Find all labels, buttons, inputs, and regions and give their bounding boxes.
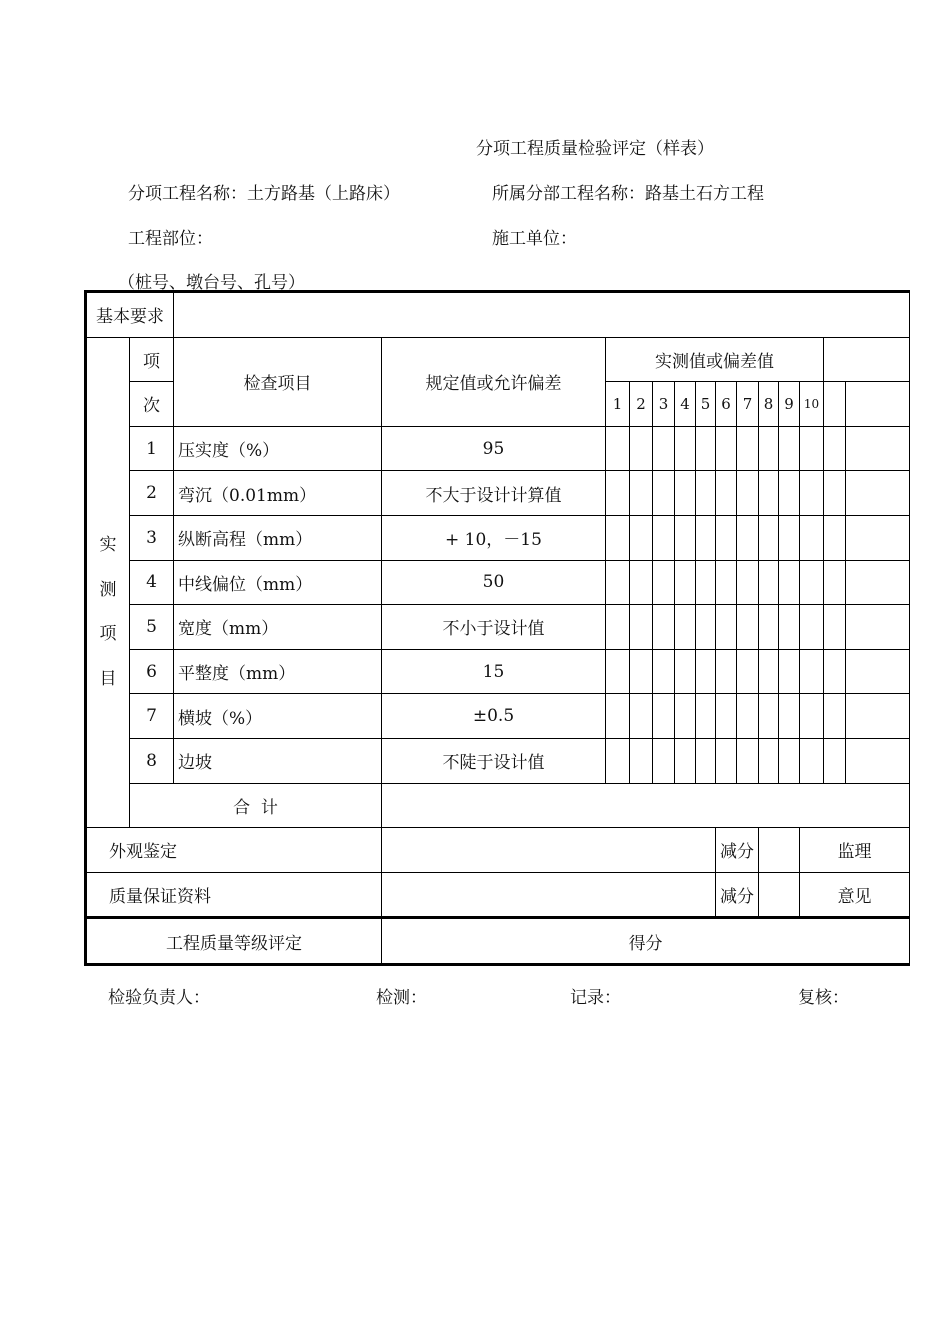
- row-no: 8: [130, 738, 174, 783]
- quality-docs-label: 质量保证资料: [86, 872, 382, 918]
- unit-label: 施工单位：: [492, 229, 577, 249]
- row-item: 平整度（mm）: [174, 649, 382, 694]
- row-item: 弯沉（0.01mm）: [174, 471, 382, 516]
- header-extra: [824, 337, 910, 382]
- measure-col-2: 2: [630, 382, 653, 427]
- total-label: 合 计: [130, 783, 382, 828]
- measure-col-9: 9: [779, 382, 800, 427]
- row-item: 纵断高程（mm）: [174, 515, 382, 560]
- footer-inspector: 检验负责人：: [108, 988, 210, 1008]
- evaluation-table-wrapper: [84, 290, 872, 962]
- table-row: [86, 426, 910, 471]
- row-spec: + 10，－15: [382, 515, 606, 560]
- measure-col-10: 10: [800, 382, 824, 427]
- row-spec: 95: [382, 426, 606, 471]
- footer-recorder: 记录：: [570, 988, 621, 1008]
- measure-col-3: 3: [653, 382, 675, 427]
- supervision-label-a: 监理: [800, 828, 910, 873]
- appearance-label: 外观鉴定: [86, 828, 382, 873]
- table-row: [86, 605, 910, 650]
- appearance-value: [382, 828, 716, 873]
- grade-label: 工程质量等级评定: [86, 918, 382, 965]
- appearance-deduct-label: 减分: [716, 828, 759, 873]
- measure-col-6: 6: [716, 382, 737, 427]
- side-label-measured-items: 实 测 项 目: [86, 337, 130, 828]
- header-index-a: 项: [130, 337, 174, 382]
- row-item: 边坡: [174, 738, 382, 783]
- header-index-b: 次: [130, 382, 174, 427]
- score-label: 得分: [382, 918, 910, 965]
- title-suffix: （样表）: [646, 139, 714, 159]
- footer-tester: 检测：: [376, 988, 427, 1008]
- measure-col-4: 4: [675, 382, 696, 427]
- location-label: 工程部位：: [128, 229, 213, 249]
- row-no: 4: [130, 560, 174, 605]
- row-no: 3: [130, 515, 174, 560]
- quality-docs-deduct-value: [759, 872, 800, 918]
- evaluation-table: [84, 290, 910, 966]
- measure-col-8: 8: [759, 382, 779, 427]
- item-name: 分项工程名称：土方路基（上路床）: [128, 184, 400, 204]
- row-no: 2: [130, 471, 174, 516]
- page-title: [476, 134, 714, 159]
- row-spec: 不小于设计值: [382, 605, 606, 650]
- row-no: 5: [130, 605, 174, 650]
- measure-col-1: 1: [606, 382, 630, 427]
- table-row: [86, 515, 910, 560]
- quality-docs-deduct-label: 减分: [716, 872, 759, 918]
- row-item: 宽度（mm）: [174, 605, 382, 650]
- row-spec: ±0.5: [382, 694, 606, 739]
- basic-req-label: 基本要求: [86, 292, 174, 338]
- measure-col-7: 7: [737, 382, 759, 427]
- row-item: 横坡（%）: [174, 694, 382, 739]
- appearance-deduct-value: [759, 828, 800, 873]
- footer-reviewer: 复核：: [798, 988, 849, 1008]
- station-label: （桩号、墩台号、孔号）: [118, 273, 305, 293]
- table-row: [86, 694, 910, 739]
- row-spec: 15: [382, 649, 606, 694]
- quality-docs-value: [382, 872, 716, 918]
- table-row: [86, 471, 910, 516]
- row-spec: 50: [382, 560, 606, 605]
- table-row: [86, 560, 910, 605]
- basic-req-content: [174, 292, 910, 338]
- row-no: 7: [130, 694, 174, 739]
- supervision-label-b: 意见: [800, 872, 910, 918]
- table-row: [86, 738, 910, 783]
- title-main: 分项工程质量检验评定: [476, 139, 646, 159]
- total-value: [382, 783, 910, 828]
- row-no: 6: [130, 649, 174, 694]
- header-spec: 规定值或允许偏差: [382, 337, 606, 426]
- header-measured: 实测值或偏差值: [606, 337, 824, 382]
- parent-name: 所属分部工程名称：路基土石方工程: [492, 184, 764, 204]
- table-row: [86, 649, 910, 694]
- measure-col-5: 5: [696, 382, 716, 427]
- header-check-item: 检查项目: [174, 337, 382, 426]
- row-spec: 不陡于设计值: [382, 738, 606, 783]
- row-item: 压实度（%）: [174, 426, 382, 471]
- row-spec: 不大于设计计算值: [382, 471, 606, 516]
- row-item: 中线偏位（mm）: [174, 560, 382, 605]
- row-no: 1: [130, 426, 174, 471]
